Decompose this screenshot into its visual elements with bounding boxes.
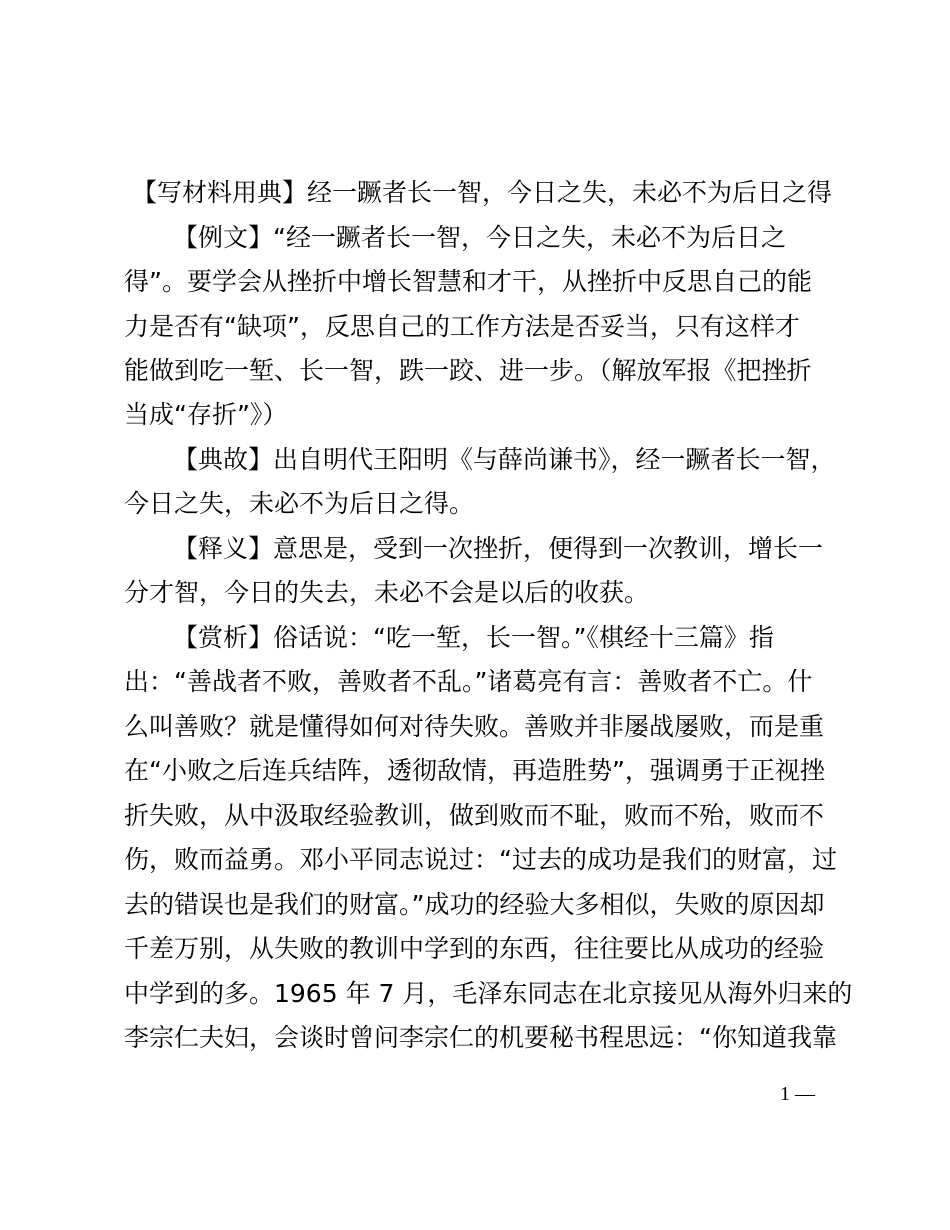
text-line: 今日之失，未必不为后日之得。 [124,489,475,518]
text-line: 力是否有“缺项”，反思自己的工作方法是否妥当，只有这样才 [124,312,800,341]
text-line: 出：“善战者不败，善败者不乱。”诸葛亮有言：善败者不亡。什 [124,667,813,696]
page-number: 1 — [780,1083,815,1105]
text-line: 能做到吃一堑、长一智，跌一跤、进一步。（解放军报《把挫折 [124,356,812,385]
meaning-heading-line: 【释义】意思是，受到一次挫折，便得到一次教训，增长一 [173,534,824,563]
text-line: 去的错误也是我们的财富。”成功的经验大多相似，失败的原因却 [124,890,825,919]
text-line: 伤，败而益勇。邓小平同志说过：“过去的成功是我们的财富，过 [124,845,837,874]
text-line: 李宗仁夫妇，会谈时曾问李宗仁的机要秘书程思远：“你知道我靠 [124,1023,837,1052]
text-line: 在“小败之后连兵结阵，透彻敌情，再造胜势”，强调勇于正视挫 [124,756,825,785]
example-heading-line: 【例文】“经一蹶者长一智，今日之失，未必不为后日之 [173,223,786,252]
text-line: 折失败，从中汲取经验教训，做到败而不耻，败而不殆，败而不 [124,801,825,830]
text-line: 千差万别，从失败的教训中学到的东西，往往要比从成功的经验 [124,934,825,963]
title-line: 【写材料用典】经一蹶者长一智，今日之失，未必不为后日之得 [132,178,833,207]
text-line: 中学到的多。1965 年 7 月，毛泽东同志在北京接见从海外归来的 [124,979,853,1008]
allusion-heading-line: 【典故】出自明代王阳明《与薛尚谦书》，经一蹶者长一智， [173,445,836,474]
text-line: 当成“存折”》） [124,400,288,429]
analysis-heading-line: 【赏析】俗话说：“吃一堑，长一智。”《棋经十三篇》指 [173,623,774,652]
text-line: 么叫善败？就是懂得如何对待失败。善败并非屡战屡败，而是重 [124,712,825,741]
text-line: 分才智，今日的失去，未必不会是以后的收获。 [124,578,650,607]
text-line: 得”。要学会从挫折中增长智慧和才干，从挫折中反思自己的能 [124,267,812,296]
